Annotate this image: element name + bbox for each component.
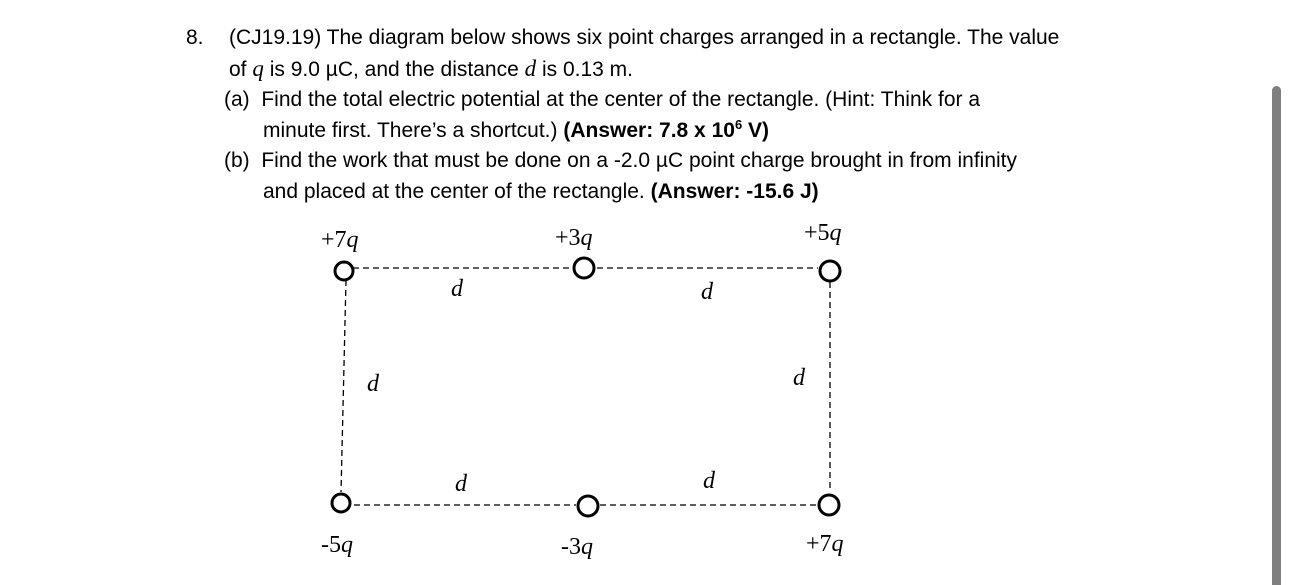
distance-label-bottom-left: d — [455, 471, 467, 497]
problem-line-1: (CJ19.19) The diagram below shows six point charges arranged in a rectangle. The value — [229, 26, 1060, 49]
part-b-label: (b) — [224, 149, 250, 172]
vertical-scrollbar[interactable] — [1272, 86, 1281, 585]
charge-top-left — [335, 262, 353, 280]
problem-line-2: of q is 9.0 µC, and the distance d is 0.13 m. — [229, 56, 633, 81]
part-b-line-2: and placed at the center of the rectangle. (Answer: -15.6 J) — [263, 180, 819, 203]
problem-number: 8. — [186, 26, 204, 49]
part-b-answer: (Answer: -15.6 J) — [650, 180, 819, 203]
label-charge-top-left: +7q — [321, 227, 359, 253]
charge-top-middle — [574, 258, 594, 278]
label-charge-bottom-right: +7q — [806, 531, 844, 557]
label-charge-bottom-middle: -3q — [561, 534, 593, 560]
distance-label-right: d — [793, 365, 805, 391]
label-charge-top-middle: +3q — [555, 225, 593, 251]
charge-bottom-left — [332, 494, 350, 512]
label-charge-bottom-left: -5q — [321, 532, 353, 558]
distance-label-top-right: d — [701, 279, 713, 305]
label-charge-top-right: +5q — [804, 220, 842, 246]
variable-q: q — [252, 56, 264, 81]
part-a-answer: (Answer: 7.8 x $10^6$ V) — [563, 117, 770, 142]
part-a-line-2: minute first. There’s a shortcut.) (Answer: 7.8 x $10^6$ V) — [263, 117, 770, 142]
charge-bottom-right — [819, 495, 839, 515]
variable-d: d — [524, 56, 537, 81]
part-a-line-1: (a) Find the total electric potential at the center of the rectangle. (Hint: Think for a — [224, 88, 981, 111]
part-a-label: (a) — [224, 88, 250, 111]
part-b-line-1: (b) Find the work that must be done on a -2.0 µC point charge brought in from infinity — [224, 149, 1018, 172]
distance-label-left: d — [367, 371, 379, 397]
charge-top-right — [820, 261, 840, 281]
charge-bottom-middle — [578, 496, 598, 516]
distance-label-bottom-right: d — [703, 468, 715, 494]
distance-label-top-left: d — [451, 276, 463, 302]
edge-left — [341, 280, 346, 492]
